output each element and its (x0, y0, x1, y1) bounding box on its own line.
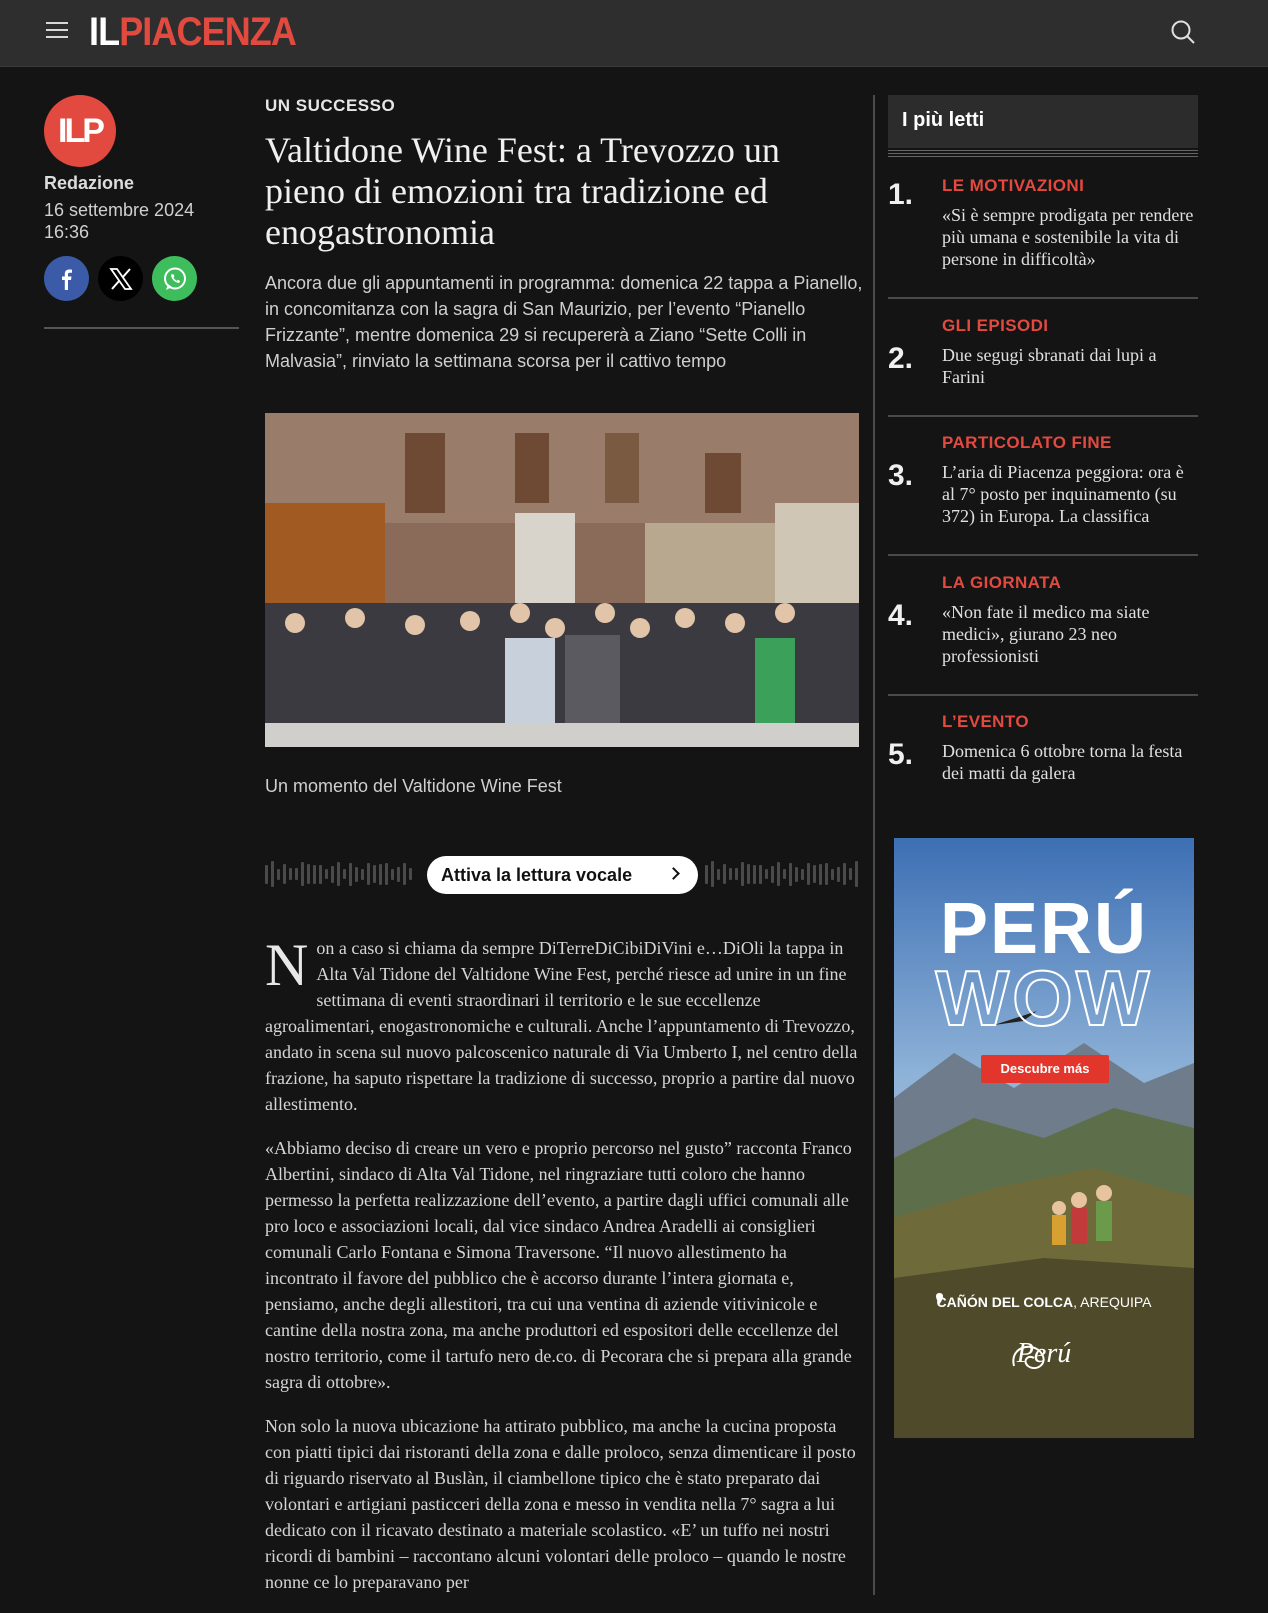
most-read-header: I più letti (888, 95, 1198, 148)
item-kicker: PARTICOLATO FINE (942, 433, 1112, 452)
header-rule (888, 153, 1198, 154)
item-title[interactable]: Domenica 6 ottobre torna la festa dei matti da galera (942, 741, 1183, 783)
item-number: 5. (888, 738, 914, 771)
item-kicker: LA GIORNATA (942, 573, 1062, 592)
ad-title-peru: PERÚ (939, 889, 1149, 969)
article-kicker: UN SUCCESSO (265, 96, 396, 115)
waveform-bar (367, 863, 370, 885)
item-number: 3. (888, 459, 914, 492)
voice-reader (265, 856, 859, 892)
chevron-right-icon (667, 867, 680, 880)
waveform-bar (331, 866, 334, 883)
waveform-bar (801, 869, 804, 880)
waveform-bar (849, 868, 852, 880)
most-read-item[interactable] (888, 316, 1198, 396)
waveform-bar (295, 868, 298, 880)
most-read-item[interactable] (888, 573, 1198, 673)
item-separator (888, 694, 1198, 696)
ad-title-wow: WOW (935, 954, 1153, 1042)
waveform-bar (379, 864, 382, 885)
date-text: 16 settembre 2024 (44, 200, 195, 220)
waveform-bar (759, 865, 762, 884)
ad-brand: Perú (1016, 1338, 1072, 1369)
waveform-bar (825, 863, 828, 885)
item-title[interactable]: «Non fate il medico ma siate medici», giurano 23 neo professionisti (942, 602, 1150, 666)
author-avatar: ILP (44, 95, 116, 167)
waveform-bar (397, 867, 400, 882)
waveform-bar (843, 863, 846, 885)
header-rule (888, 156, 1198, 157)
waveform-bar (391, 869, 394, 880)
site-logo[interactable] (89, 10, 296, 55)
most-read-item[interactable] (888, 176, 1198, 276)
waveform-left (265, 856, 415, 892)
waveform-bar (741, 862, 744, 886)
article-headline: Valtidone Wine Fest: a Trevozzo un pieno di emozioni tra tradizione ed enogastronomia (265, 130, 780, 252)
waveform-bar (813, 865, 816, 883)
item-number: 1. (888, 178, 914, 211)
waveform-bar (831, 869, 834, 880)
waveform-bar (729, 868, 732, 880)
column-divider (873, 95, 875, 1595)
search-icon[interactable] (1170, 19, 1196, 45)
waveform-bar (819, 864, 822, 885)
waveform-bar (343, 869, 346, 879)
waveform-bar (717, 869, 720, 880)
waveform-bar (307, 864, 310, 884)
waveform-bar (753, 865, 756, 884)
header-rule (888, 150, 1198, 151)
waveform-bar (385, 863, 388, 885)
paragraph-3: Non solo la nuova ubicazione ha attirato pubblico, ma anche la cucina proposta con piatti tipici dai ristoranti della zona e dalle proloco, senza dimenticare il posto di riguardo riservato al Buslàn, il ciambellone tipico che è stato preparato dai volontari e artigiani pasticceri della zona e messo in vendita nella 7° sagra a lui dedicato con il ricavato destinato a materiale scolastico. «E’ un tuffo nei nostri ricordi di bambini – raccontano alcuni volontari delle proloco – quando le nostre nonne ce lo preparavano per (265, 1416, 856, 1592)
waveform-bar (355, 867, 358, 882)
waveform-bar (283, 864, 286, 884)
ad-location-bold: CAÑÓN DEL COLCA (936, 1294, 1074, 1310)
most-read-item[interactable] (888, 712, 1198, 792)
facebook-share-button[interactable] (44, 256, 89, 301)
paragraph-2: «Abbiamo deciso di creare un vero e proprio percorso nel gusto” racconta Franco Albertini, sindaco di Alta Val Tidone, nel ringraziare tutti coloro che hanno permesso la perfetta realizzazione dell’evento, a partire dagli uffici comunali alle pro loco e associazioni locali, dal vice sindaco Andrea Aradelli ai consiglieri comunali Carlo Fontana e Simona Traversone. “Il nuovo allestimento ha incontrato il favore del pubblico che è accorso durante l’intera giornata e, pensiamo, anche degli allestitori, tra cui una ventina di aziende vitivinicole e cantine della nostra zona, ma anche produttori ed espositori delle eccellenze del nostro territorio, come il tartufo nero de.co. di Pecorara che si prepara alla grande sagra di ottobre». (265, 1138, 852, 1392)
publish-date (44, 199, 244, 243)
ad-location (894, 1294, 1194, 1310)
waveform-bar (319, 865, 322, 884)
waveform-bar (361, 869, 364, 880)
drop-cap: N (265, 932, 309, 998)
most-read-item[interactable] (888, 433, 1198, 533)
item-separator (888, 415, 1198, 417)
waveform-bar (289, 868, 292, 880)
time-text: 16:36 (44, 222, 90, 242)
event-photo-illustration (265, 413, 859, 747)
waveform-bar (373, 865, 376, 883)
top-bar (0, 0, 1268, 67)
waveform-bar (265, 865, 268, 884)
voice-button-label: Attiva la lettura vocale (441, 864, 633, 885)
waveform-bar (711, 861, 714, 887)
waveform-bar (789, 863, 792, 886)
waveform-bar (349, 863, 352, 886)
waveform-bar (723, 864, 726, 884)
advertisement-banner[interactable] (894, 838, 1194, 1438)
waveform-bar (277, 869, 280, 880)
x-share-button[interactable] (98, 256, 143, 301)
waveform-bar (765, 869, 768, 879)
waveform-bar (855, 861, 858, 887)
waveform-bar (325, 869, 328, 879)
waveform-bar (771, 866, 774, 883)
waveform-bar (735, 868, 738, 880)
author-name[interactable]: Redazione (44, 173, 135, 193)
item-kicker: LE MOTIVAZIONI (942, 176, 1085, 195)
item-title[interactable]: Due segugi sbranati dai lupi a Farini (942, 345, 1157, 387)
ad-cta-button[interactable]: Descubre más (981, 1055, 1109, 1083)
item-title[interactable]: L’aria di Piacenza peggiora: ora è al 7° posto per inquinamento (su 372) in Europa. La classifica (942, 462, 1184, 526)
facebook-icon (57, 268, 77, 290)
waveform-bar (705, 865, 708, 884)
waveform-bar (795, 867, 798, 882)
waveform-bar (837, 867, 840, 882)
hamburger-icon[interactable] (46, 22, 68, 40)
voice-reading-button[interactable] (427, 856, 698, 894)
waveform-bar (777, 862, 780, 886)
item-number: 2. (888, 342, 914, 375)
ad-location-rest: , AREQUIPA (1073, 1294, 1152, 1310)
item-separator (888, 297, 1198, 299)
waveform-bar (403, 863, 406, 885)
whatsapp-share-button[interactable] (152, 256, 197, 301)
whatsapp-icon (161, 265, 189, 293)
article-summary: Ancora due gli appuntamenti in programma: domenica 22 tappa a Pianello, in concomitanza con la sagra di San Maurizio, per l’evento “Pianello Frizzante”, mentre domenica 29 si recupererà a Ziano “Sette Colli in Malvasia”, rinviato la settimana scorsa per il cattivo tempo (265, 273, 863, 371)
paragraph-1-text: on a caso si chiama da sempre DiTerreDiCibiDiVini e…DiOli la tappa in Alta Val Tidone del Valtidone Wine Fest, perché riesce ad unire in un fine settimana di eventi straordinari il territorio e le sue eccellenze agroalimentari, enogastronomiche e culturali. Anche l’appuntamento di Trevozzo, andato in scena sul nuovo palcoscenico naturale di Via Umberto I, nel centro della frazione, ha saputo rispettare la tradizione di successo, proprio a partire dal nuovo allestimento. (265, 938, 858, 1114)
article-photo[interactable] (265, 413, 859, 747)
waveform-bar (783, 869, 786, 879)
item-kicker: GLI EPISODI (942, 316, 1049, 335)
article-body (265, 932, 859, 1613)
waveform-bar (337, 862, 340, 886)
photo-caption: Un momento del Valtidone Wine Fest (265, 776, 562, 796)
item-title[interactable]: «Si è sempre prodigata per rendere più umana e sostenibile la vita di persone in difficoltà» (942, 205, 1194, 269)
author-divider (44, 327, 239, 329)
logo-il: IL (89, 10, 120, 54)
waveform-bar (409, 868, 412, 880)
waveform-bar (271, 861, 274, 887)
waveform-bar (301, 862, 304, 886)
waveform-bar (313, 865, 316, 884)
waveform-bar (747, 864, 750, 884)
waveform-right (705, 856, 859, 892)
logo-piacenza: PIACENZA (119, 10, 296, 54)
item-separator (888, 554, 1198, 556)
x-icon (108, 266, 134, 292)
item-kicker: L’EVENTO (942, 712, 1029, 731)
item-number: 4. (888, 599, 914, 632)
paragraph-1 (265, 932, 859, 1117)
waveform-bar (807, 863, 810, 885)
